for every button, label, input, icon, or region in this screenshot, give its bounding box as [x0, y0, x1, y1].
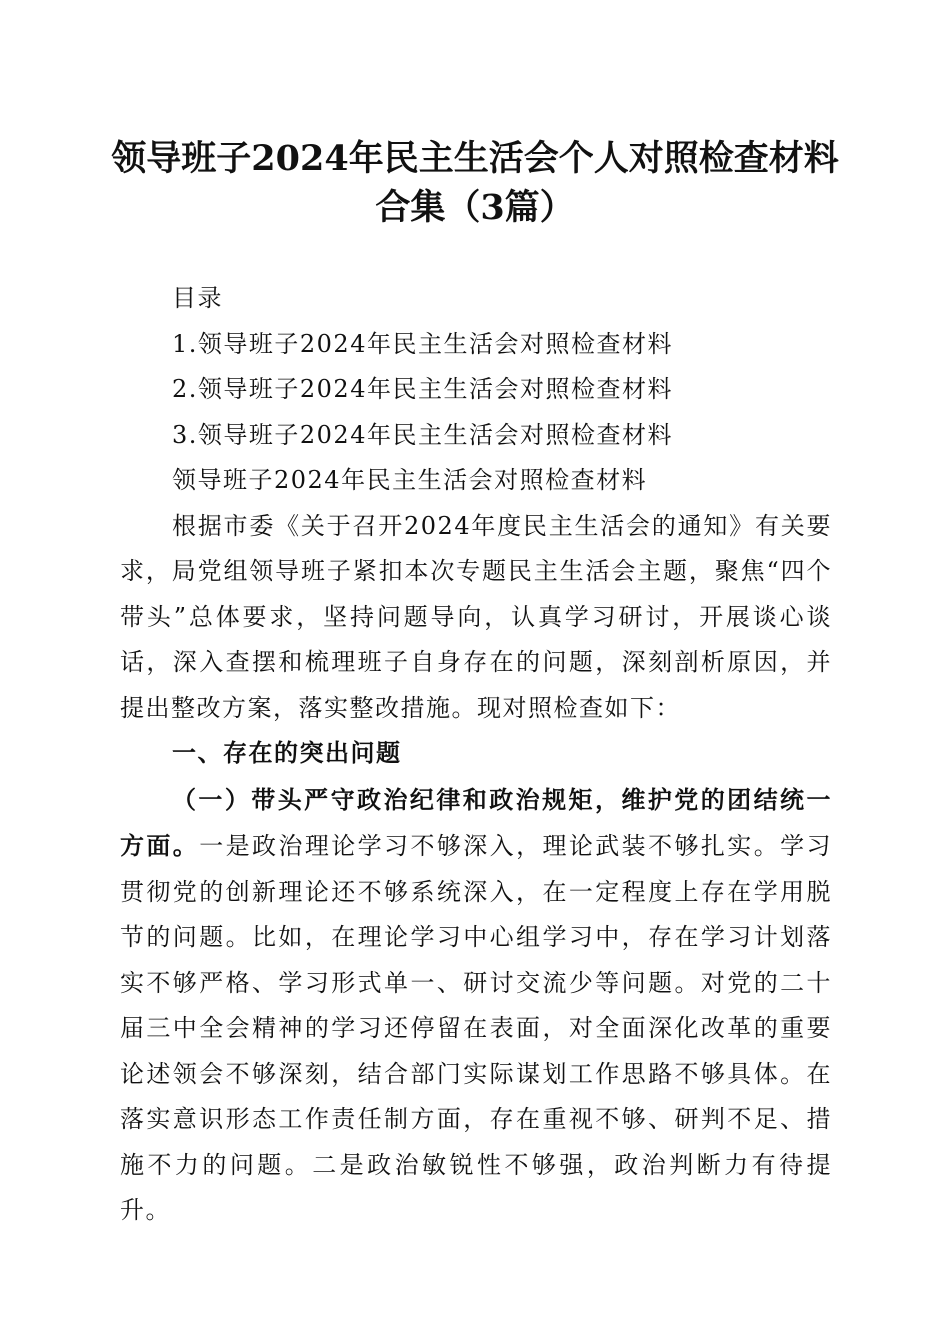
toc-heading: 目录 [172, 284, 223, 312]
toc-item-3: 3.领导班子2024年民主生活会对照检查材料 [172, 420, 673, 449]
problem-paragraph-text: 一是政治理论学习不够深入，理论武装不够扎实。学习贯彻党的创新理论还不够系统深入，在一定程度上存在学用脱节的问题。比如，在理论学习中心组学习中，存在学习计划落实不够严格、学习形式单一、研讨交流少等问题。对党的二十届三中全会精神的学习还停留在表面，对全面深化改革的重要论述领会不够深刻，结合部门实际谋划工作思路不够具体。在落实意识形态工作责任制方面，存在重视不够、研判不足、措施不力的问题。二是政治敏锐性不够强，政治判断力有待提升。 [120, 832, 833, 1224]
toc-item-1: 1.领导班子2024年民主生活会对照检查材料 [172, 329, 673, 358]
problem-subheading: （一）带头严守政治纪律和政治规矩，维护党的团结统一方面。 [120, 784, 832, 860]
section-title: 领导班子2024年民主生活会对照检查材料 [172, 466, 648, 494]
heading-problems: 一、存在的突出问题 [172, 739, 402, 767]
document-title: 领导班子2024年民主生活会个人对照检查材料合集（3篇） [111, 138, 839, 228]
problem-paragraph [120, 777, 832, 1234]
toc-item-2: 2.领导班子2024年民主生活会对照检查材料 [172, 375, 673, 403]
intro-paragraph: 根据市委《关于召开2024年度民主生活会的通知》有关要求，局党组领导班子紧扣本次专题民主生活会主题，聚焦“四个带头”总体要求，坚持问题导向，认真学习研讨，开展谈心谈话，深入查摆和梳理班子自身存在的问题，深刻剖析原因，并提出整改方案，落实整改措施。现对照检查如下： [120, 511, 832, 722]
